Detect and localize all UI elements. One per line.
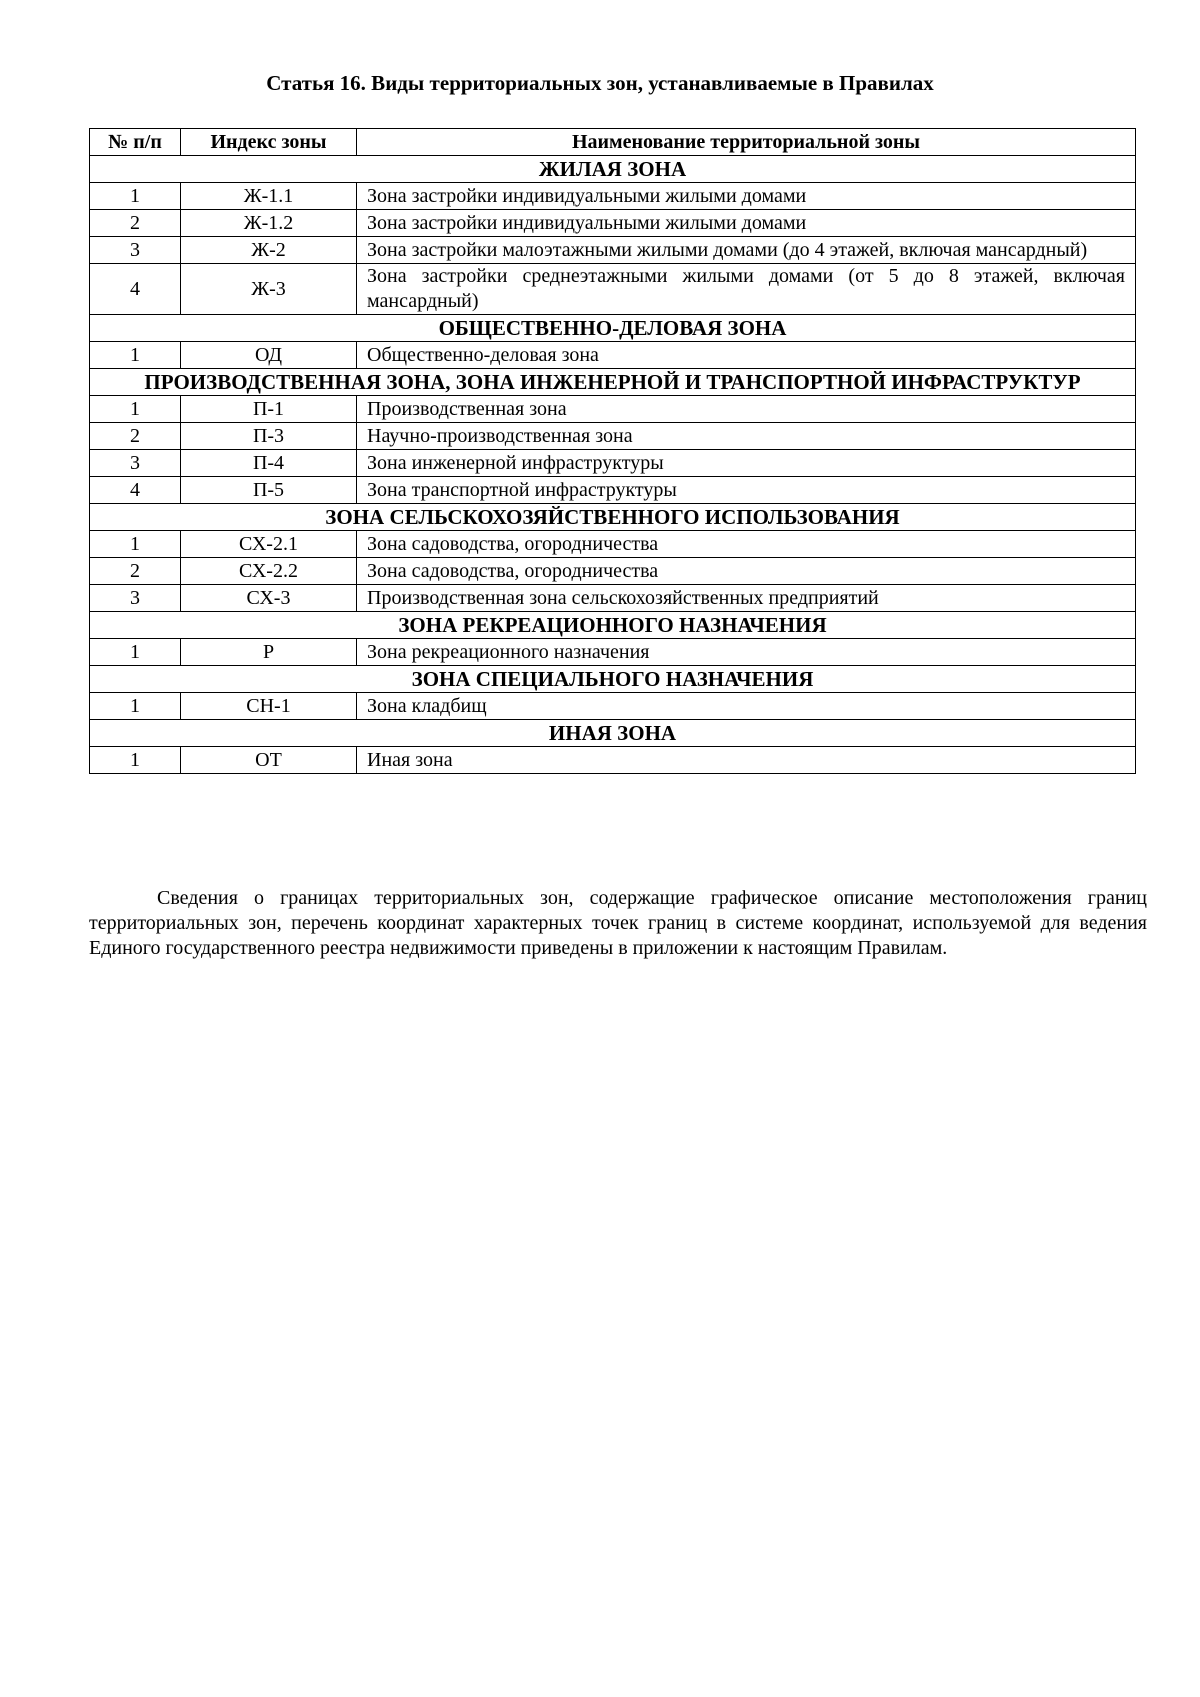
zone-name: Зона садоводства, огородничества xyxy=(357,558,1136,585)
row-number: 1 xyxy=(90,342,181,369)
row-number: 3 xyxy=(90,585,181,612)
header-zone-index: Индекс зоны xyxy=(181,129,357,156)
table-row xyxy=(90,450,1136,477)
table-row xyxy=(90,747,1136,774)
zone-index: Ж-1.1 xyxy=(181,183,357,210)
section-title: ЗОНА РЕКРЕАЦИОННОГО НАЗНАЧЕНИЯ xyxy=(90,612,1136,639)
row-number: 2 xyxy=(90,210,181,237)
zones-table xyxy=(89,128,1136,774)
zone-name: Зона застройки малоэтажными жилыми домами (до 4 этажей, включая мансардный) xyxy=(357,237,1136,264)
zone-name: Зона застройки индивидуальными жилыми домами xyxy=(357,183,1136,210)
zone-index: СХ-2.1 xyxy=(181,531,357,558)
table-row xyxy=(90,342,1136,369)
row-number: 4 xyxy=(90,477,181,504)
header-number: № п/п xyxy=(90,129,181,156)
row-number: 1 xyxy=(90,747,181,774)
section-title: ИНАЯ ЗОНА xyxy=(90,720,1136,747)
section-title: ЗОНА СПЕЦИАЛЬНОГО НАЗНАЧЕНИЯ xyxy=(90,666,1136,693)
table-row xyxy=(90,558,1136,585)
zone-index: Ж-2 xyxy=(181,237,357,264)
section-row xyxy=(90,504,1136,531)
row-number: 1 xyxy=(90,183,181,210)
zone-name: Иная зона xyxy=(357,747,1136,774)
row-number: 2 xyxy=(90,423,181,450)
section-title: ЖИЛАЯ ЗОНА xyxy=(90,156,1136,183)
zone-index: ОТ xyxy=(181,747,357,774)
zone-index: СХ-2.2 xyxy=(181,558,357,585)
table-row xyxy=(90,585,1136,612)
zone-name: Производственная зона сельскохозяйственных предприятий xyxy=(357,585,1136,612)
section-title: ЗОНА СЕЛЬСКОХОЗЯЙСТВЕННОГО ИСПОЛЬЗОВАНИЯ xyxy=(90,504,1136,531)
row-number: 2 xyxy=(90,558,181,585)
table-header-row xyxy=(90,129,1136,156)
section-row xyxy=(90,156,1136,183)
page-title: Статья 16. Виды территориальных зон, устанавливаемые в Правилах xyxy=(266,71,934,95)
zone-index: СХ-3 xyxy=(181,585,357,612)
table-row xyxy=(90,264,1136,315)
row-number: 3 xyxy=(90,450,181,477)
table-row xyxy=(90,693,1136,720)
section-title: ПРОИЗВОДСТВЕННАЯ ЗОНА, ЗОНА ИНЖЕНЕРНОЙ И ТРАНСПОРТНОЙ ИНФРАСТРУКТУР xyxy=(90,369,1136,396)
zone-index: П-5 xyxy=(181,477,357,504)
zone-name: Зона инженерной инфраструктуры xyxy=(357,450,1136,477)
row-number: 1 xyxy=(90,531,181,558)
table-row xyxy=(90,237,1136,264)
header-zone-name: Наименование территориальной зоны xyxy=(357,129,1136,156)
zone-name: Производственная зона xyxy=(357,396,1136,423)
table-row xyxy=(90,396,1136,423)
row-number: 4 xyxy=(90,264,181,315)
section-row xyxy=(90,369,1136,396)
section-row xyxy=(90,612,1136,639)
table-row xyxy=(90,423,1136,450)
table-row xyxy=(90,210,1136,237)
row-number: 1 xyxy=(90,396,181,423)
zone-index: ОД xyxy=(181,342,357,369)
row-number: 3 xyxy=(90,237,181,264)
row-number: 1 xyxy=(90,693,181,720)
footnote-paragraph: Сведения о границах территориальных зон, содержащие графическое описание местоположения границ территориальных зон, перечень координат характерных точек границ в системе координат, используемой для ведения Единого государственного реестра недвижимости приведены в приложении к настоящим Правилам. xyxy=(89,887,1147,959)
table-row xyxy=(90,183,1136,210)
zone-name: Зона транспортной инфраструктуры xyxy=(357,477,1136,504)
zone-index: П-4 xyxy=(181,450,357,477)
table-row xyxy=(90,639,1136,666)
zone-name: Зона рекреационного назначения xyxy=(357,639,1136,666)
table-row xyxy=(90,477,1136,504)
section-title: ОБЩЕСТВЕННО-ДЕЛОВАЯ ЗОНА xyxy=(90,315,1136,342)
zone-name: Зона кладбищ xyxy=(357,693,1136,720)
zone-index: СН-1 xyxy=(181,693,357,720)
section-row xyxy=(90,666,1136,693)
zones-table-body xyxy=(90,156,1136,774)
zone-name: Зона застройки среднеэтажными жилыми домами (от 5 до 8 этажей, включая мансардный) xyxy=(357,264,1136,315)
zone-index: Ж-3 xyxy=(181,264,357,315)
zone-index: Р xyxy=(181,639,357,666)
zone-name: Зона застройки индивидуальными жилыми домами xyxy=(357,210,1136,237)
section-row xyxy=(90,720,1136,747)
zone-index: П-3 xyxy=(181,423,357,450)
zone-name: Зона садоводства, огородничества xyxy=(357,531,1136,558)
section-row xyxy=(90,315,1136,342)
row-number: 1 xyxy=(90,639,181,666)
zone-index: П-1 xyxy=(181,396,357,423)
zone-name: Общественно-деловая зона xyxy=(357,342,1136,369)
zone-name: Научно-производственная зона xyxy=(357,423,1136,450)
table-row xyxy=(90,531,1136,558)
zone-index: Ж-1.2 xyxy=(181,210,357,237)
